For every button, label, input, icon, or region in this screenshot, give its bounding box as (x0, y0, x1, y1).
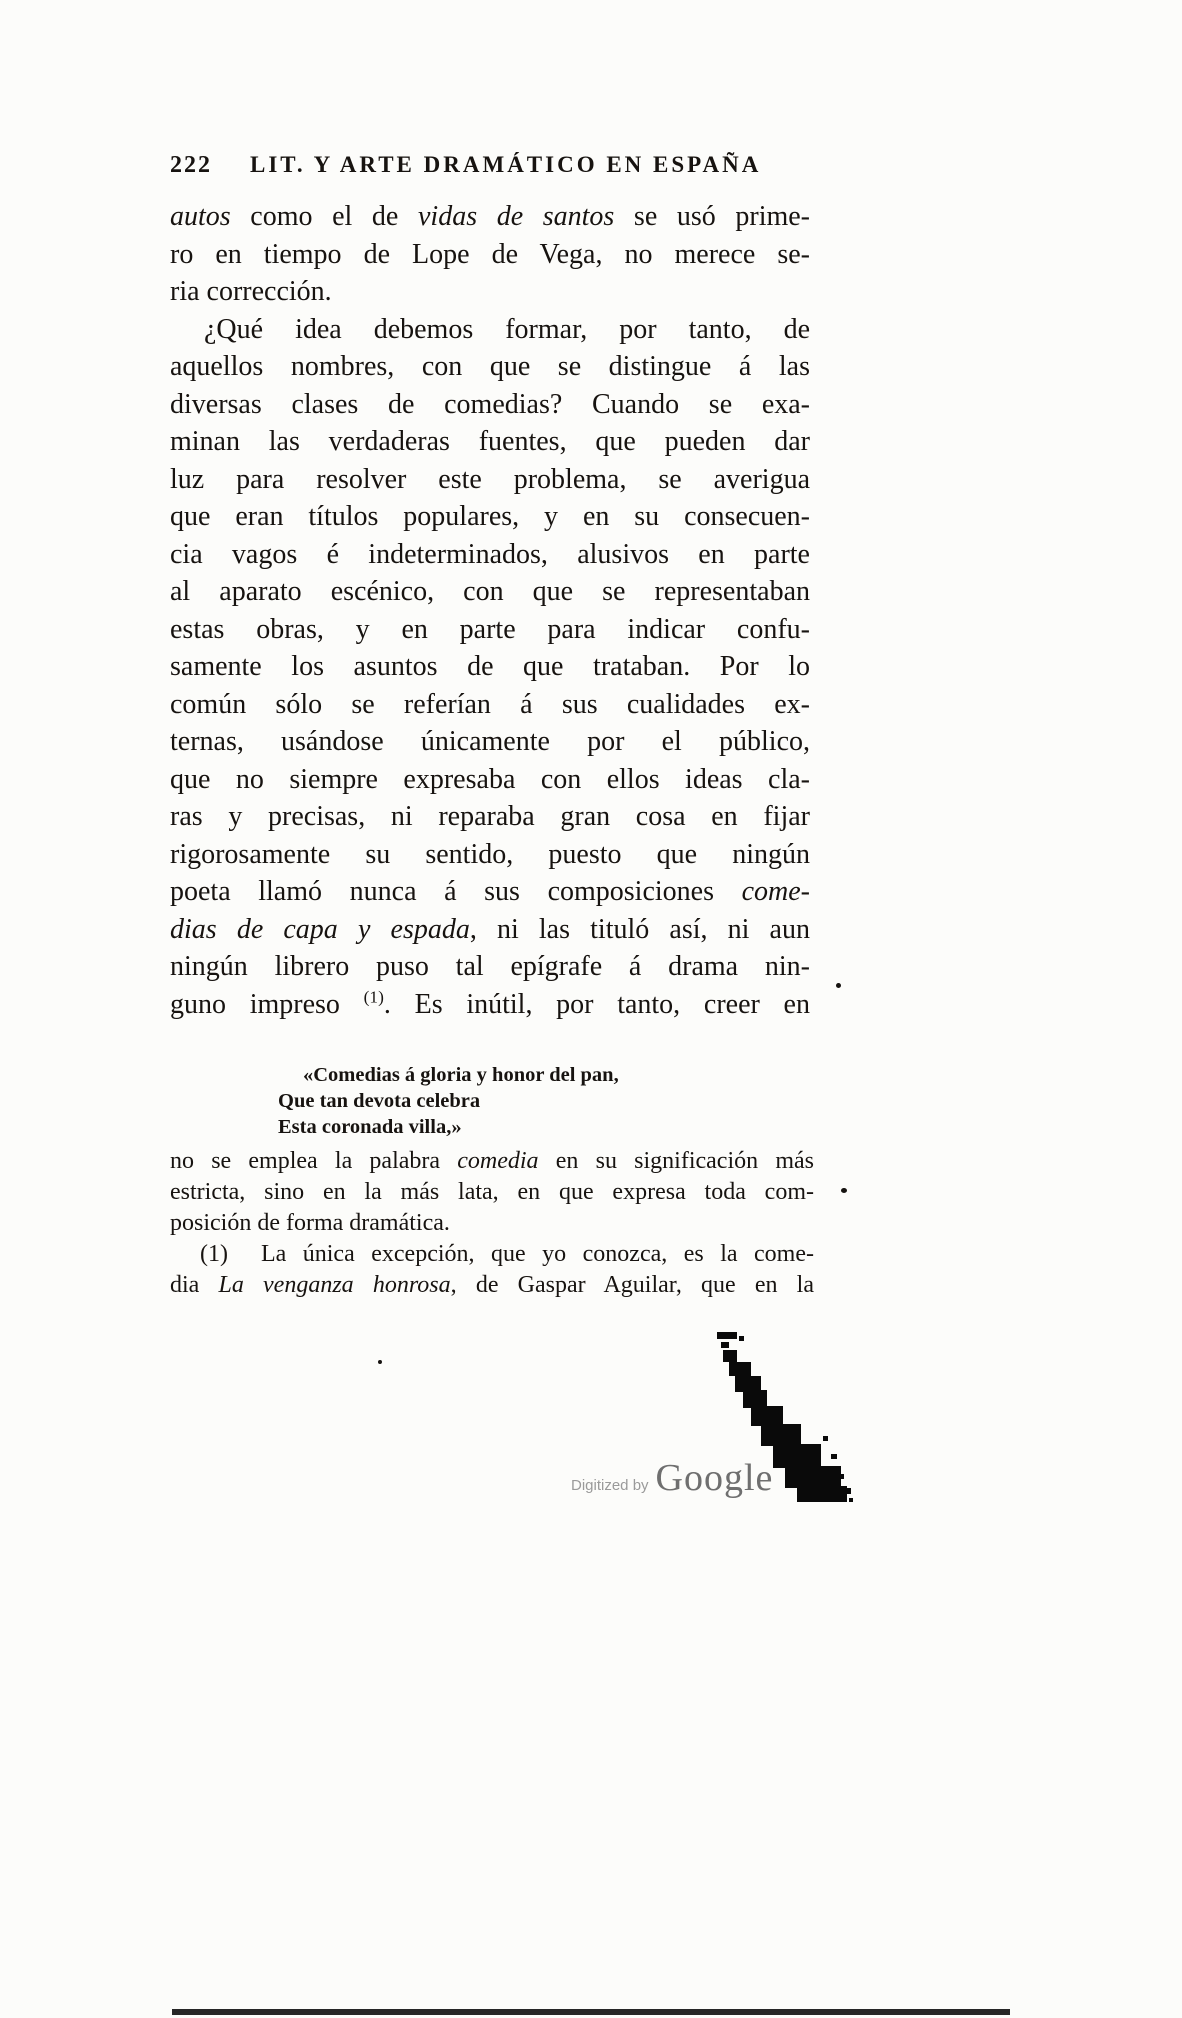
text-segment: ro en tiempo de Lope de Vega, no merece se- (170, 238, 810, 270)
text-segment: minan las verdaderas fuentes, que pueden dar (170, 426, 810, 457)
digitized-by-label: Digitized by (571, 1477, 649, 1494)
text-segment: dia (170, 1272, 219, 1298)
text-line (170, 836, 810, 874)
text-segment: que no siempre expresaba con ellos ideas cla- (170, 763, 810, 795)
footnote-verse-block (170, 1062, 810, 1140)
text-line (170, 273, 810, 311)
text-line (170, 648, 810, 686)
page-number: 222 (170, 152, 212, 178)
text-segment: , de Gaspar Aguilar, que en la (450, 1272, 814, 1298)
text-segment: ras y precisas, ni reparaba gran cosa en fijar (170, 801, 810, 832)
text-line (170, 498, 810, 536)
text-segment: luz para resolver este problema, se averigua (170, 463, 810, 495)
text-line (170, 873, 810, 911)
main-text-block (170, 198, 810, 1023)
text-segment: se usó prime- (614, 201, 811, 232)
text-line (170, 1208, 814, 1239)
text-line (170, 348, 810, 386)
italic-text: dias de capa y espada (170, 913, 470, 945)
text-segment: diversas clases de comedias? Cuando se exa- (170, 388, 810, 420)
scan-speck (841, 1188, 847, 1193)
text-segment: como el de (230, 201, 418, 232)
text-line (170, 236, 810, 274)
text-line (170, 611, 810, 649)
text-line (170, 1270, 814, 1301)
text-line (170, 1146, 814, 1177)
text-line (170, 573, 810, 611)
text-segment: ningún librero puso tal epígrafe á drama nin- (170, 951, 810, 982)
text-line (170, 386, 810, 424)
text-line (170, 986, 810, 1024)
text-segment: que eran títulos populares, y en su consecuen- (170, 501, 810, 532)
text-line (170, 1088, 810, 1114)
italic-text: come- (741, 876, 810, 907)
text-line (170, 911, 810, 949)
text-segment: ria corrección. (170, 276, 332, 307)
text-line (170, 311, 810, 349)
text-line (170, 761, 810, 799)
text-line (170, 423, 810, 461)
running-title: LIT. Y ARTE DRAMÁTICO EN ESPAÑA (250, 152, 762, 177)
text-line (170, 948, 810, 986)
text-line (170, 461, 810, 499)
text-line (170, 1239, 814, 1270)
italic-text: comedia (457, 1148, 539, 1174)
text-line (170, 798, 810, 836)
text-segment: cia vagos é indeterminados, alusivos en parte (170, 538, 810, 570)
italic-text: vidas de santos (417, 201, 615, 232)
text-segment: «Comedias á gloria y honor del pan, (303, 1064, 619, 1086)
text-segment: rigorosamente su sentido, puesto que ningún (170, 838, 810, 870)
text-segment: común sólo se referían á sus cualidades ex- (170, 688, 810, 720)
text-segment: poeta llamó nunca á sus composiciones (170, 876, 742, 907)
text-segment: Esta coronada villa,» (278, 1116, 462, 1138)
google-logo-text: Google (655, 1457, 774, 1499)
ink-blot-artifact (705, 1328, 855, 1504)
scan-edge-artifact (172, 2009, 1010, 2015)
italic-text: autos (170, 201, 231, 232)
text-line (170, 723, 810, 761)
text-segment: estas obras, y en parte para indicar confu- (170, 613, 810, 645)
text-segment: Que tan devota celebra (278, 1090, 481, 1112)
scan-speck (378, 1360, 382, 1364)
italic-text: La venganza honrosa (218, 1272, 451, 1298)
text-line (170, 1114, 810, 1140)
text-segment: no se emplea la palabra (170, 1148, 458, 1174)
text-segment: guno impreso (170, 988, 364, 1020)
text-segment: , ni las tituló así, ni aun (469, 913, 810, 945)
text-line (170, 536, 810, 574)
text-segment: posición de forma dramática. (170, 1210, 450, 1236)
scan-speck (836, 983, 841, 988)
footnote-block (170, 1146, 814, 1301)
text-segment: (1) La única excepción, que yo conozca, es la come- (200, 1241, 814, 1267)
text-segment: en su significación más (538, 1148, 814, 1174)
text-line (170, 686, 810, 724)
text-segment: ternas, usándose únicamente por el público, (170, 726, 810, 757)
text-segment: . Es inútil, por tanto, creer en (383, 988, 810, 1020)
text-segment: ¿Qué idea debemos formar, por tanto, de (204, 313, 810, 345)
text-line (170, 1177, 814, 1208)
running-header (170, 152, 810, 179)
text-segment: aquellos nombres, con que se distingue á las (170, 351, 810, 382)
text-segment: samente los asuntos de que trataban. Por lo (170, 651, 810, 682)
text-line (170, 198, 810, 236)
text-line (170, 1062, 810, 1088)
text-segment: estricta, sino en la más lata, en que expresa toda com- (170, 1179, 814, 1205)
text-segment: al aparato escénico, con que se representaban (170, 576, 810, 607)
footnote-marker: (1) (363, 987, 384, 1007)
